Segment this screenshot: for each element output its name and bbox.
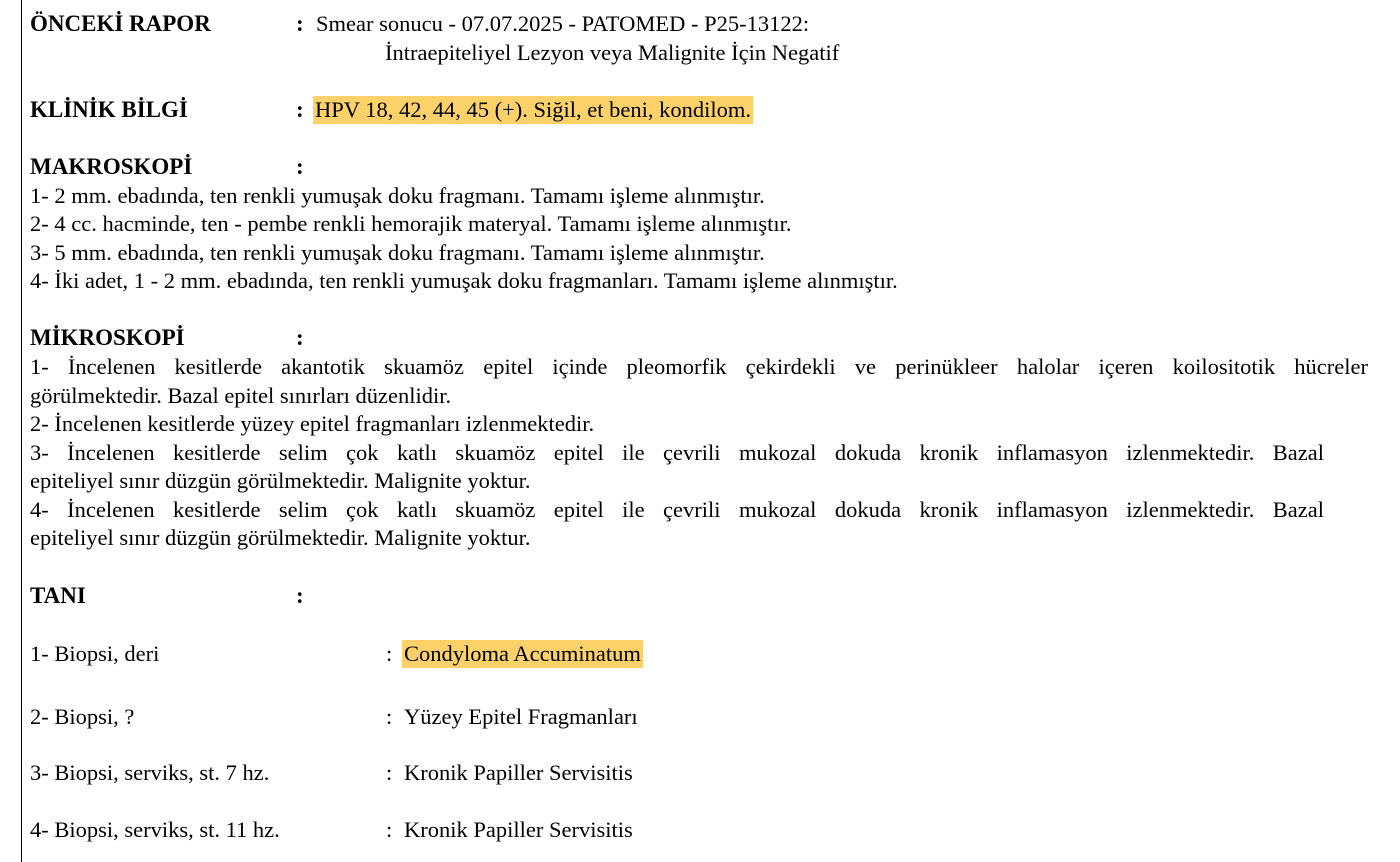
klinik-bilgi-value: HPV 18, 42, 44, 45 (+). Siğil, et beni, kondilom. [315, 97, 752, 122]
tani-specimen: 2- Biopsi, ? [30, 704, 135, 729]
tani-diagnosis: Kronik Papiller Servisitis [404, 817, 633, 842]
makroskopi-line: 2- 4 cc. hacminde, ten - pembe renkli hemorajik materyal. Tamamı işleme alınmıştır. [30, 211, 792, 236]
onceki-rapor-line1: Smear sonucu - 07.07.2025 - PATOMED - P25-13122: [316, 11, 810, 36]
onceki-rapor-colon: : [296, 11, 304, 36]
mikroskopi-line: görülmektedir. Bazal epitel sınırları düzenlidir. [30, 383, 452, 408]
tani-specimen: 4- Biopsi, serviks, st. 11 hz. [30, 817, 280, 842]
page-left-border [21, 0, 22, 862]
mikroskopi-line: epiteliyel sınır düzgün görülmektedir. Malignite yoktur. [30, 525, 531, 550]
tani-diagnosis: Yüzey Epitel Fragmanları [404, 704, 638, 729]
mikroskopi-colon: : [296, 325, 304, 350]
mikroskopi-line: 2- İncelenen kesitlerde yüzey epitel fragmanları izlenmektedir. [30, 411, 595, 436]
tani-label: TANI [30, 583, 86, 608]
tani-specimen: 3- Biopsi, serviks, st. 7 hz. [30, 760, 270, 785]
tani-diagnosis: Condyloma Accuminatum [404, 641, 641, 666]
makroskopi-line: 3- 5 mm. ebadında, ten renkli yumuşak doku fragmanı. Tamamı işleme alınmıştır. [30, 240, 765, 265]
klinik-bilgi-label: KLİNİK BİLGİ [30, 97, 188, 122]
makroskopi-label: MAKROSKOPİ [30, 154, 193, 179]
tani-specimen: 1- Biopsi, deri [30, 641, 160, 666]
tani-colon: : [296, 583, 304, 608]
mikroskopi-line: 1- İncelenen kesitlerde akantotik skuamöz epitel içinde pleomorfik çekirdekli ve perinükleer halolar içeren koilositotik hücreler [30, 354, 1368, 379]
makroskopi-colon: : [296, 154, 304, 179]
mikroskopi-line: epiteliyel sınır düzgün görülmektedir. Malignite yoktur. [30, 468, 531, 493]
makroskopi-line: 4- İki adet, 1 - 2 mm. ebadında, ten renkli yumuşak doku fragmanları. Tamamı işleme alınmıştır. [30, 268, 898, 293]
tani-item-colon: : [386, 704, 393, 729]
tani-item-colon: : [386, 817, 393, 842]
tani-diagnosis: Kronik Papiller Servisitis [404, 760, 633, 785]
makroskopi-line: 1- 2 mm. ebadında, ten renkli yumuşak doku fragmanı. Tamamı işleme alınmıştır. [30, 183, 765, 208]
klinik-bilgi-colon: : [296, 97, 304, 122]
tani-item-colon: : [386, 760, 393, 785]
tani-item-colon: : [386, 641, 393, 666]
onceki-rapor-line2: İntraepiteliyel Lezyon veya Malignite İçin Negatif [385, 40, 840, 65]
onceki-rapor-label: ÖNCEKİ RAPOR [30, 11, 211, 36]
mikroskopi-line: 4- İncelenen kesitlerde selim çok katlı skuamöz epitel ile çevrili mukozal dokuda kronik inflamasyon izlenmektedir. Bazal [30, 497, 1324, 522]
mikroskopi-line: 3- İncelenen kesitlerde selim çok katlı skuamöz epitel ile çevrili mukozal dokuda kronik inflamasyon izlenmektedir. Bazal [30, 440, 1324, 465]
mikroskopi-label: MİKROSKOPİ [30, 325, 185, 350]
